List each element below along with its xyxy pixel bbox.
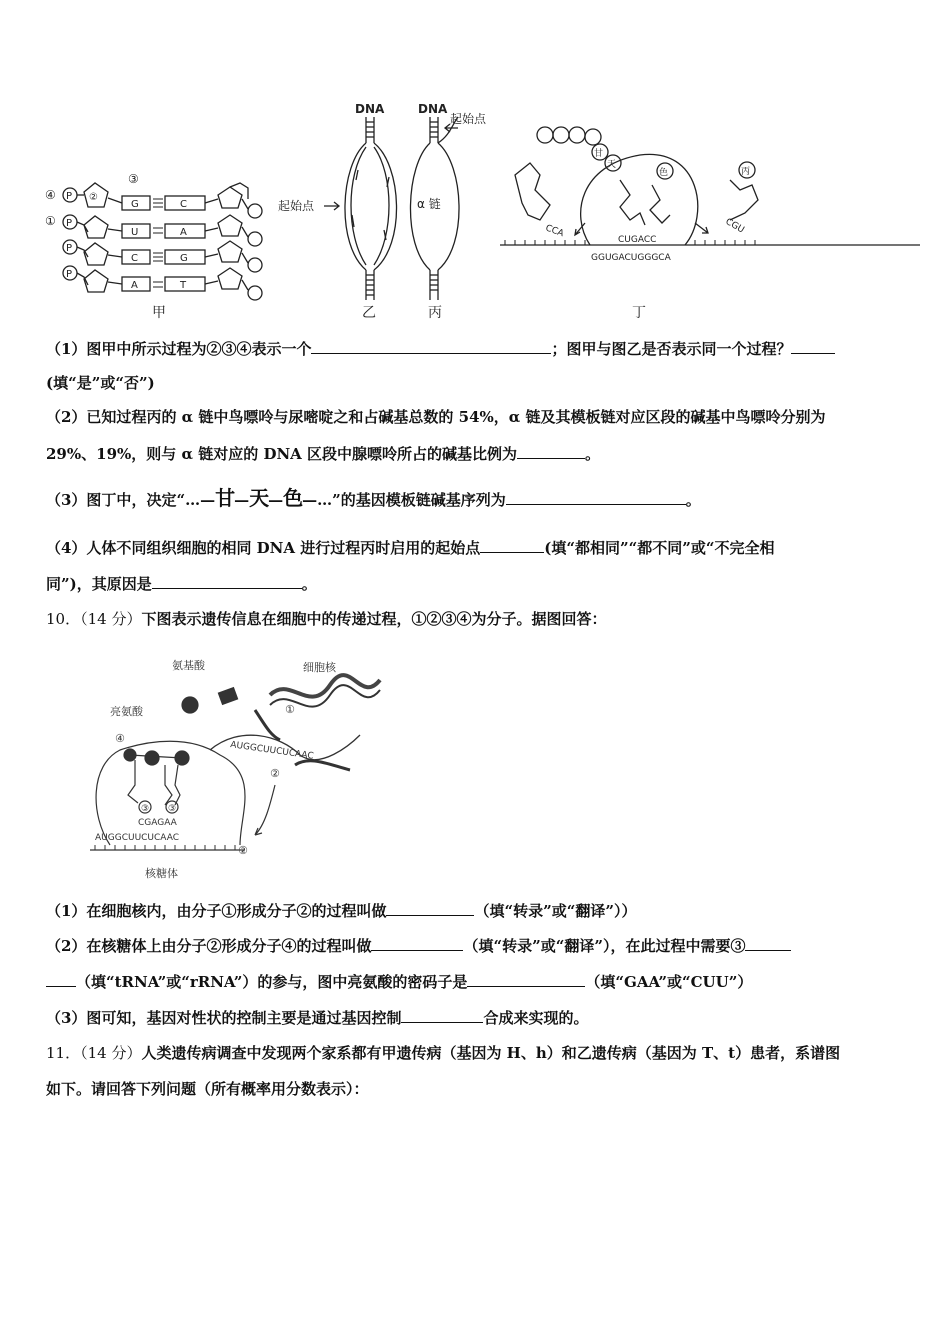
q10-blank-3-cont[interactable] (46, 971, 76, 987)
q10-part2-line1: （2）在核糖体上由分子②形成分子④的过程叫做 （填“转录”或“翻译”），在此过程中需要③ (46, 935, 910, 956)
q10-mark-4: ④ (115, 732, 125, 745)
figure-q10 (80, 655, 420, 885)
bing-dna-label: DNA (418, 102, 448, 116)
q10-part3: （3）图可知，基因对性状的控制主要是通过基因控制 合成来实现的。 (46, 1009, 589, 1027)
jia-left-base: U (131, 227, 139, 238)
q10-stem: 10．（14 分）下图表示遗传信息在细胞中的传递过程，①②③④为分子。据图回答： (46, 610, 607, 628)
ding-mrna: GGUGACUGGGCA (591, 253, 671, 263)
q9-blank-3[interactable] (517, 443, 585, 459)
jia-marker-4: ④ (45, 188, 56, 202)
ding-aa4: 丙 (741, 167, 751, 177)
q10-label-ribosome: 核糖体 (145, 867, 178, 880)
symbol-tian: 天 (249, 486, 269, 510)
ding-aa2: 天 (607, 160, 617, 170)
q10-blank-5[interactable] (401, 1007, 483, 1023)
jia-marker-2: ② (89, 192, 98, 203)
ding-anticodons: CUGACC (618, 235, 657, 245)
q9-blank-1[interactable] (311, 338, 551, 354)
svg-text:P: P (66, 269, 73, 280)
q10-blank-3[interactable] (745, 935, 791, 951)
figure-jia (45, 172, 262, 321)
q10-anticodon: CGAGAA (138, 818, 177, 828)
q9-part2-line2: 29%、19%，则与 α 链对应的 DNA 区段中腺嘌呤所占的碱基比例为 。 (46, 445, 601, 463)
q10-label-nucleus: 细胞核 (303, 661, 336, 674)
q9-blank-4[interactable] (506, 489, 686, 505)
q9-part2-line1: （2）已知过程丙的 α 链中鸟嘌呤与尿嘧啶之和占碱基总数的 54%，α 链及其模板链对应区段的碱基中鸟嘌呤分别为 (46, 408, 826, 426)
q10-blank-2[interactable] (371, 935, 463, 951)
jia-right-base: A (180, 227, 187, 238)
q9-blank-6[interactable] (152, 573, 302, 589)
q9-part1-line1: （1）图甲中所示过程为②③④表示一个 ；图甲与图乙是否表示同一个过程？ (46, 338, 910, 359)
q10-blank-1[interactable] (386, 900, 474, 916)
ding-aa3: 色 (659, 168, 669, 178)
q10-part2-line2: （填“tRNA”或“rRNA”）的参与，图中亮氨酸的密码子是 （填“GAA”或“CUU”） (46, 971, 910, 992)
q10-part1: （1）在细胞核内，由分子①形成分子②的过程叫做 （填“转录”或“翻译”）） (46, 902, 637, 920)
figure-bing (410, 102, 487, 321)
bing-origin-label: 起始点 (450, 112, 487, 126)
q10-mark-3b: ③ (168, 804, 177, 814)
jia-left-base: A (131, 280, 138, 291)
jia-left-base: G (131, 199, 139, 210)
ding-aa1: 甘 (594, 149, 604, 159)
q9-part4-line1: （4）人体不同组织细胞的相同 DNA 进行过程丙时启用的起始点 (填“都相同”“都不同”或“不完全相 (46, 539, 775, 557)
ding-caption: 丁 (632, 305, 646, 321)
figure-ding (500, 127, 920, 321)
q10-mrna-seq: AUGGCUUCUCAAC (95, 833, 179, 843)
q10-label-amino: 氨基酸 (172, 659, 205, 672)
q10-dna-seq: AUGGCUUCUCAAC (229, 740, 315, 762)
svg-text:P: P (66, 243, 73, 254)
yi-caption: 乙 (362, 305, 376, 321)
jia-marker-p: P (66, 191, 73, 202)
symbol-gan: 甘 (215, 486, 235, 510)
yi-origin-label: 起始点 (278, 199, 315, 213)
jia-right-base: C (180, 199, 187, 210)
q10-label-leucine: 亮氨酸 (110, 705, 143, 718)
q11-stem-line2: 如下。请回答下列问题（所有概率用分数表示）： (46, 1080, 369, 1098)
jia-left-base: C (131, 253, 138, 264)
q9-blank-5[interactable] (480, 537, 544, 553)
q10-mark-2-top: ② (270, 767, 280, 780)
q9-part1-line2: (填“是”或“否”) (46, 374, 155, 392)
q11-stem-line1: 11．（14 分）人类遗传病调查中发现两个家系都有甲遗传病（基因为 H、h）和乙遗传病（基因为 T、t）患者，系谱图 (46, 1044, 841, 1062)
jia-right-base: G (180, 253, 188, 264)
q10-blank-4[interactable] (467, 971, 585, 987)
jia-marker-3: ③ (128, 172, 139, 186)
jia-caption: 甲 (152, 305, 166, 321)
symbol-se: 色 (283, 486, 303, 510)
yi-dna-label: DNA (355, 102, 385, 116)
ding-trna-right: CGU (723, 216, 746, 236)
jia-marker-1: ① (45, 214, 56, 228)
q10-mark-2-bottom: ② (238, 844, 248, 857)
q9-part4-line2: 同”)，其原因是 。 (46, 575, 317, 593)
ding-trna-left: CCA (543, 223, 565, 240)
figure-yi (278, 102, 397, 321)
svg-text:P: P (66, 218, 73, 229)
q10-mark-1: ① (285, 703, 295, 716)
figure-top (40, 95, 920, 325)
jia-right-base: T (180, 280, 187, 291)
q10-mark-3a: ③ (141, 804, 150, 814)
q9-blank-2[interactable] (791, 338, 835, 354)
q9-part3: （3）图丁中，决定“…—甘—天—色—…”的基因模板链碱基序列为 。 (46, 486, 701, 510)
bing-chain-label: α 链 (417, 197, 441, 211)
bing-caption: 丙 (428, 305, 442, 321)
